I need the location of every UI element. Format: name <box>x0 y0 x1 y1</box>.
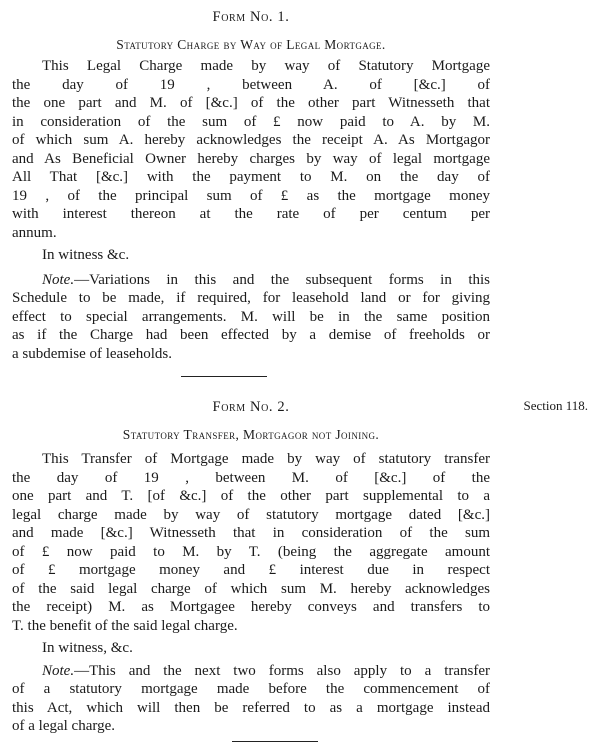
note-text: —Variations in this and the subsequent forms in this <box>74 271 490 288</box>
body-line: annum. <box>12 224 57 241</box>
body-line: the receipt) M. as Mortgagee hereby conveys and transfers to <box>12 599 490 615</box>
note-line: of a statutory mortgage made before the commencement of <box>12 681 490 697</box>
section-divider <box>181 376 267 377</box>
body-line: of £ now paid to M. by T. (being the aggregate amount <box>12 543 490 560</box>
form-2 <box>12 398 490 736</box>
form-1-title: Form No. 1. <box>212 9 290 25</box>
form-1 <box>12 8 490 363</box>
body-line: with interest thereon at the rate of per centum per <box>12 206 490 222</box>
body-line: This Transfer of Mortgage made by way of statutory transfer <box>42 451 490 467</box>
note-line <box>12 271 490 290</box>
note-line: a subdemise of leaseholds. <box>12 345 172 362</box>
note-line: of a legal charge. <box>12 718 116 734</box>
form-1-body <box>12 57 490 242</box>
note-text: —This and the next two forms also apply to a transfer <box>74 662 490 679</box>
note-line: as if the Charge had been effected by a demise of freeholds or <box>12 327 490 343</box>
note-line: effect to special arrangements. M. will be in the same position <box>12 308 490 325</box>
note-label: Note. <box>42 271 75 288</box>
body-line: and made [&c.] Witnesseth that in consideration of the sum <box>12 525 490 541</box>
form-1-subtitle: Statutory Charge by Way of Legal Mortgage. <box>116 37 386 52</box>
form-2-subtitle: Statutory Transfer, Mortgagor not Joining. <box>122 427 380 442</box>
form-2-body <box>12 450 490 635</box>
note-line: Schedule to be made, if required, for leasehold land or for giving <box>12 290 490 306</box>
form-1-witness: In witness &c. <box>42 247 130 263</box>
body-line: the day of 19 , between A. of [&c.] of <box>12 76 490 93</box>
body-line: in consideration of the sum of £ now paid to A. by M. <box>12 113 490 130</box>
body-line: the one part and M. of [&c.] of the other part Witnesseth that <box>12 95 490 111</box>
margin-note-section: Section 118. <box>523 398 588 413</box>
section-divider <box>232 741 318 742</box>
form-2-witness: In witness, &c. <box>42 640 133 656</box>
note-line <box>12 662 490 681</box>
note-line: this Act, which will then be referred to as a mortgage instead <box>12 699 490 716</box>
form-2-note <box>12 662 490 736</box>
body-line: T. the benefit of the said legal charge. <box>12 617 238 634</box>
body-line: of £ mortgage money and £ interest due in respect <box>12 562 490 578</box>
body-line: All That [&c.] with the payment to M. on the day of <box>12 169 490 185</box>
body-line: of which sum A. hereby acknowledges the receipt A. As Mortgagor <box>12 132 490 148</box>
body-line: of the said legal charge of which sum M. hereby acknowledges <box>12 580 490 597</box>
body-line: the day of 19 , between M. of [&c.] of the <box>12 469 490 486</box>
body-line: 19 , of the principal sum of £ as the mortgage money <box>12 187 490 204</box>
body-line: one part and T. [of &c.] of the other part supplemental to a <box>12 488 490 504</box>
note-label: Note. <box>42 662 75 679</box>
form-1-note <box>12 271 490 364</box>
body-line: legal charge made by way of statutory mortgage dated [&c.] <box>12 506 490 523</box>
form-2-title: Form No. 2. <box>212 399 290 415</box>
body-line: and As Beneficial Owner hereby charges by way of legal mortgage <box>12 150 490 167</box>
body-line: This Legal Charge made by way of Statutory Mortgage <box>42 58 490 74</box>
